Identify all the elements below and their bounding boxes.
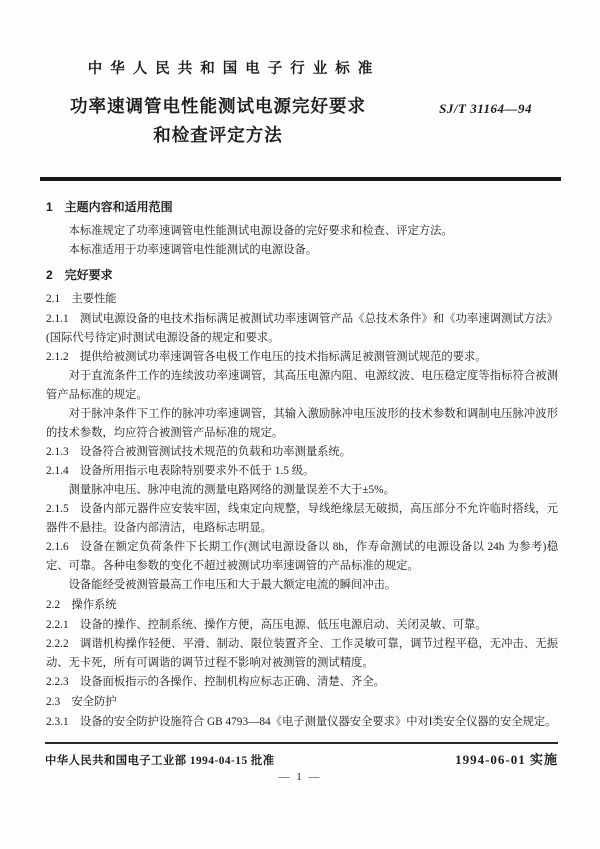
document-title-line1: 功率速调管电性能测试电源完好要求 xyxy=(70,96,366,116)
document-footer xyxy=(45,749,558,768)
clause-2-1-6-para: 设备能经受被测管最高工作电压和大于最大额定电流的瞬间冲击。 xyxy=(68,579,397,591)
document-title xyxy=(68,92,368,150)
approval-note: 中华人民共和国电子工业部 1994-04-15 批准 xyxy=(45,755,275,767)
implementation-date: 1994-06-01 实施 xyxy=(455,752,558,767)
subsection-2-3-heading: 2.3 安全防护 xyxy=(46,696,117,708)
section-2-heading: 2 完好要求 xyxy=(46,268,113,282)
clause-2-2-2: 2.2.2 调谐机构操作轻便、平滑、制动、限位装置齐全、工作灵敏可靠，调节过程平稳，无冲击、无振动、无卡死，所有可调谐的调节过程不影响对被测管的测试精度。 xyxy=(46,638,558,669)
clause-2-2-3: 2.2.3 设备面板指示的各操作、控制机构应标志正确、清楚、齐全。 xyxy=(46,676,385,688)
document-title-line2: 和检查评定方法 xyxy=(153,125,283,145)
scope-paragraph-1: 本标准规定了功率速调管电性能测试电源设备的完好要求和检查、评定方法。 xyxy=(68,225,453,237)
footer-divider xyxy=(45,742,558,744)
clause-2-1-5: 2.1.5 设备内部元器件应安装牢固，线束定向规整，导线绝缘层无破损，高压部分不允许临时搭线，元器件不悬挂。设备内部清洁，电路标志明显。 xyxy=(46,503,558,534)
clause-2-1-2: 2.1.2 提供给被测试功率速调管各电极工作电压的技术指标满足被测管测试规范的要求。 xyxy=(46,351,487,363)
clause-2-2-1: 2.2.1 设备的操作、控制系统、操作方便，高压电源、低压电源启动、关闭灵敏、可靠。 xyxy=(46,619,487,631)
title-divider xyxy=(40,177,561,181)
page-number: — 1 — xyxy=(278,771,322,783)
clause-2-1-2-para-dc: 对于直流条件工作的连续波功率速调管，其高压电源内阻、电源纹波、电压稳定度等指标符合被测管产品标准的规定。 xyxy=(46,370,558,401)
scope-paragraph-2: 本标准适用于功率速调管电性能测试的电源设备。 xyxy=(68,244,318,256)
clause-2-1-4-para: 测量脉冲电压、脉冲电流的测量电路网络的测量误差不大于±5%。 xyxy=(68,484,395,496)
standard-header: 中华人民共和国电子行业标准 xyxy=(87,61,381,77)
clause-2-3-1: 2.3.1 设备的安全防护设施符合 GB 4793—84《电子测量仪器安全要求》中对Ⅰ类安全仪器的安全规定。 xyxy=(46,716,557,728)
section-1-heading: 1 主题内容和适用范围 xyxy=(46,200,173,214)
clause-2-1-4: 2.1.4 设备所用指示电表除特别要求外不低于 1.5 级。 xyxy=(46,465,315,477)
clause-2-1-3: 2.1.3 设备符合被测管测试技术规范的负载和功率测量系统。 xyxy=(46,446,352,458)
subsection-2-2-heading: 2.2 操作系统 xyxy=(46,599,117,611)
document-body xyxy=(46,192,558,732)
clause-2-1-2-para-pulse: 对于脉冲条件下工作的脉冲功率速调管，其输入激励脉冲电压波形的技术参数和调制电压脉冲波形的技术参数，均应符合被测管产品标准的规定。 xyxy=(46,408,558,439)
clause-2-1-1: 2.1.1 测试电源设备的电技术指标满足被测试功率速调管产品《总技术条件》和《功率速调测试方法》(国际代号待定)时测试电源设备的规定和要求。 xyxy=(46,313,558,344)
standard-number: SJ/T 31164—94 xyxy=(439,101,532,116)
subsection-2-1-heading: 2.1 主要性能 xyxy=(46,293,117,305)
clause-2-1-6: 2.1.6 设备在额定负荷条件下长期工作(测试电源设备以 8h，作寿命测试的电源设备以 24h 为参考)稳定、可靠。各种电参数的变化不超过被测试功率速调管的产品标准的规定。 xyxy=(46,541,558,572)
